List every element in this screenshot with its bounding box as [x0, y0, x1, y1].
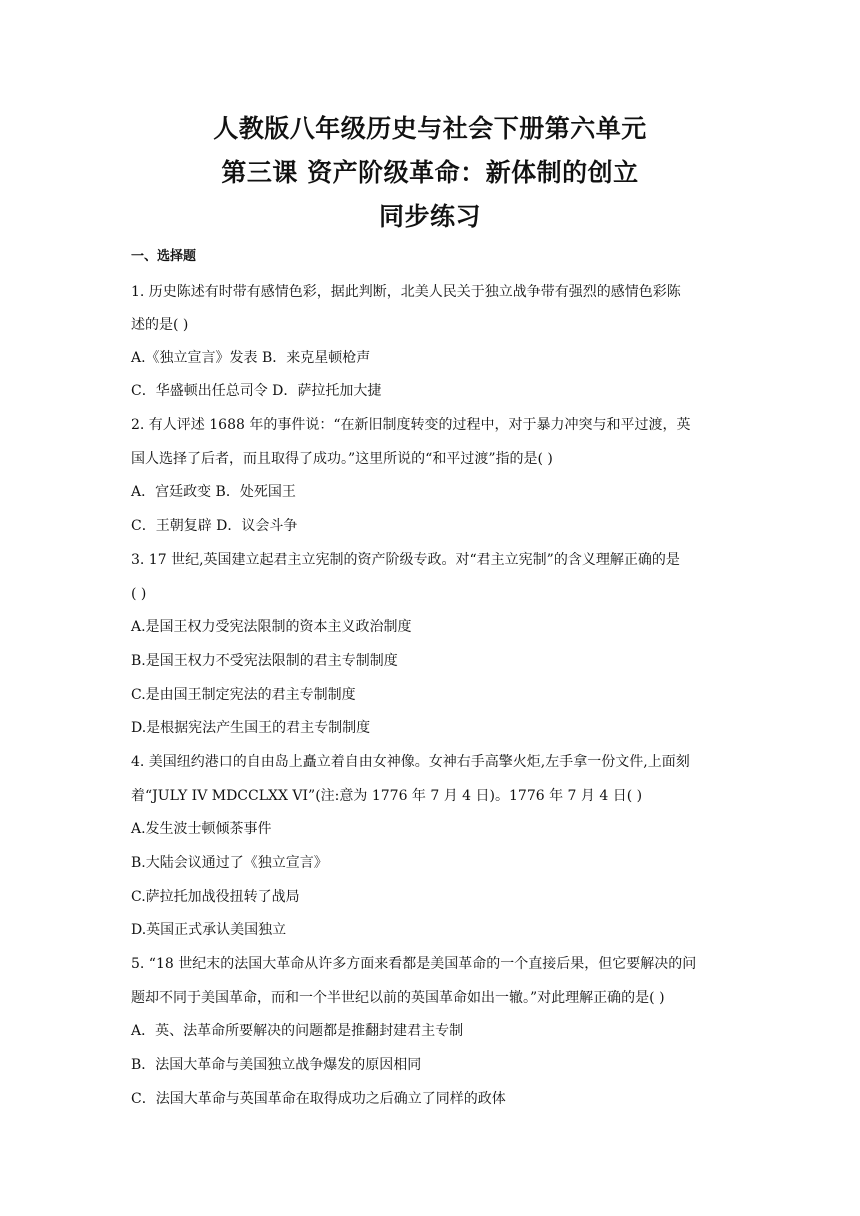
section-heading: 一、选择题 [131, 249, 197, 264]
question-4-option-line-2: B.大陆会议通过了《独立宣言》 [131, 855, 328, 871]
question-4-option-line-1: A.发生波士顿倾茶事件 [131, 821, 272, 837]
question-2-option-line-1: A．宫廷政变 B．处死国王 [131, 484, 296, 500]
question-2-stem-line-1: 2. 有人评述 1688 年的事件说：“在新旧制度转变的过程中，对于暴力冲突与和平过渡，英 [131, 417, 691, 433]
question-5-stem-line-1: 5. “18 世纪末的法国大革命从许多方面来看都是美国革命的一个直接后果，但它要解决的问 [131, 956, 697, 972]
question-5-option-line-1: A．英、法革命所要解决的问题都是推翻封建君主专制 [131, 1023, 464, 1039]
question-3-stem-line-2: ( ) [131, 586, 147, 602]
question-4-option-line-3: C.萨拉托加战役扭转了战局 [131, 889, 300, 905]
question-5-option-line-3: C．法国大革命与英国革命在取得成功之后确立了同样的政体 [131, 1091, 506, 1107]
question-5-stem-line-2: 题却不同于美国革命，而和一个半世纪以前的英国革命如出一辙。”对此理解正确的是( ) [131, 990, 665, 1006]
question-4-option-line-4: D.英国正式承认美国独立 [131, 922, 287, 938]
question-3-option-line-4: D.是根据宪法产生国王的君主专制制度 [131, 720, 371, 736]
question-3-option-line-1: A.是国王权力受宪法限制的资本主义政治制度 [131, 619, 412, 635]
question-4-stem-line-1: 4. 美国纽约港口的自由岛上矗立着自由女神像。女神右手高擎火炬,左手拿一份文件,上面刻 [131, 754, 690, 770]
question-3-option-line-2: B.是国王权力不受宪法限制的君主专制制度 [131, 653, 398, 669]
question-1-option-line-2: C．华盛顿出任总司令 D．萨拉托加大捷 [131, 383, 382, 399]
question-2-option-line-2: C．王朝复辟 D．议会斗争 [131, 518, 298, 534]
question-1-stem-line-1: 1. 历史陈述有时带有感情色彩，据此判断，北美人民关于独立战争带有强烈的感情色彩陈 [131, 284, 681, 300]
question-3-stem-line-1: 3. 17 世纪,英国建立起君主立宪制的资产阶级专政。对“君主立宪制”的含义理解正确的是 [131, 552, 680, 568]
question-2-stem-line-2: 国人选择了后者，而且取得了成功。”这里所说的“和平过渡”指的是( ) [131, 451, 553, 467]
question-4-stem-line-2: 着“JULY IV MDCCLXX VI”(注:意为 1776 年 7 月 4 日)。1776 年 7 月 4 日( ) [131, 788, 643, 804]
question-1-option-line-1: A.《独立宣言》发表 B．来克星顿枪声 [131, 350, 371, 366]
document-title-line-1: 人教版八年级历史与社会下册第六单元 [213, 114, 647, 143]
question-1-stem-line-2: 述的是( ) [131, 317, 189, 333]
question-5-option-line-2: B．法国大革命与美国独立战争爆发的原因相同 [131, 1057, 422, 1073]
document-title-line-2: 第三课 资产阶级革命：新体制的创立 [221, 158, 639, 187]
document-title-line-3: 同步练习 [378, 202, 481, 231]
question-3-option-line-3: C.是由国王制定宪法的君主专制制度 [131, 687, 356, 703]
